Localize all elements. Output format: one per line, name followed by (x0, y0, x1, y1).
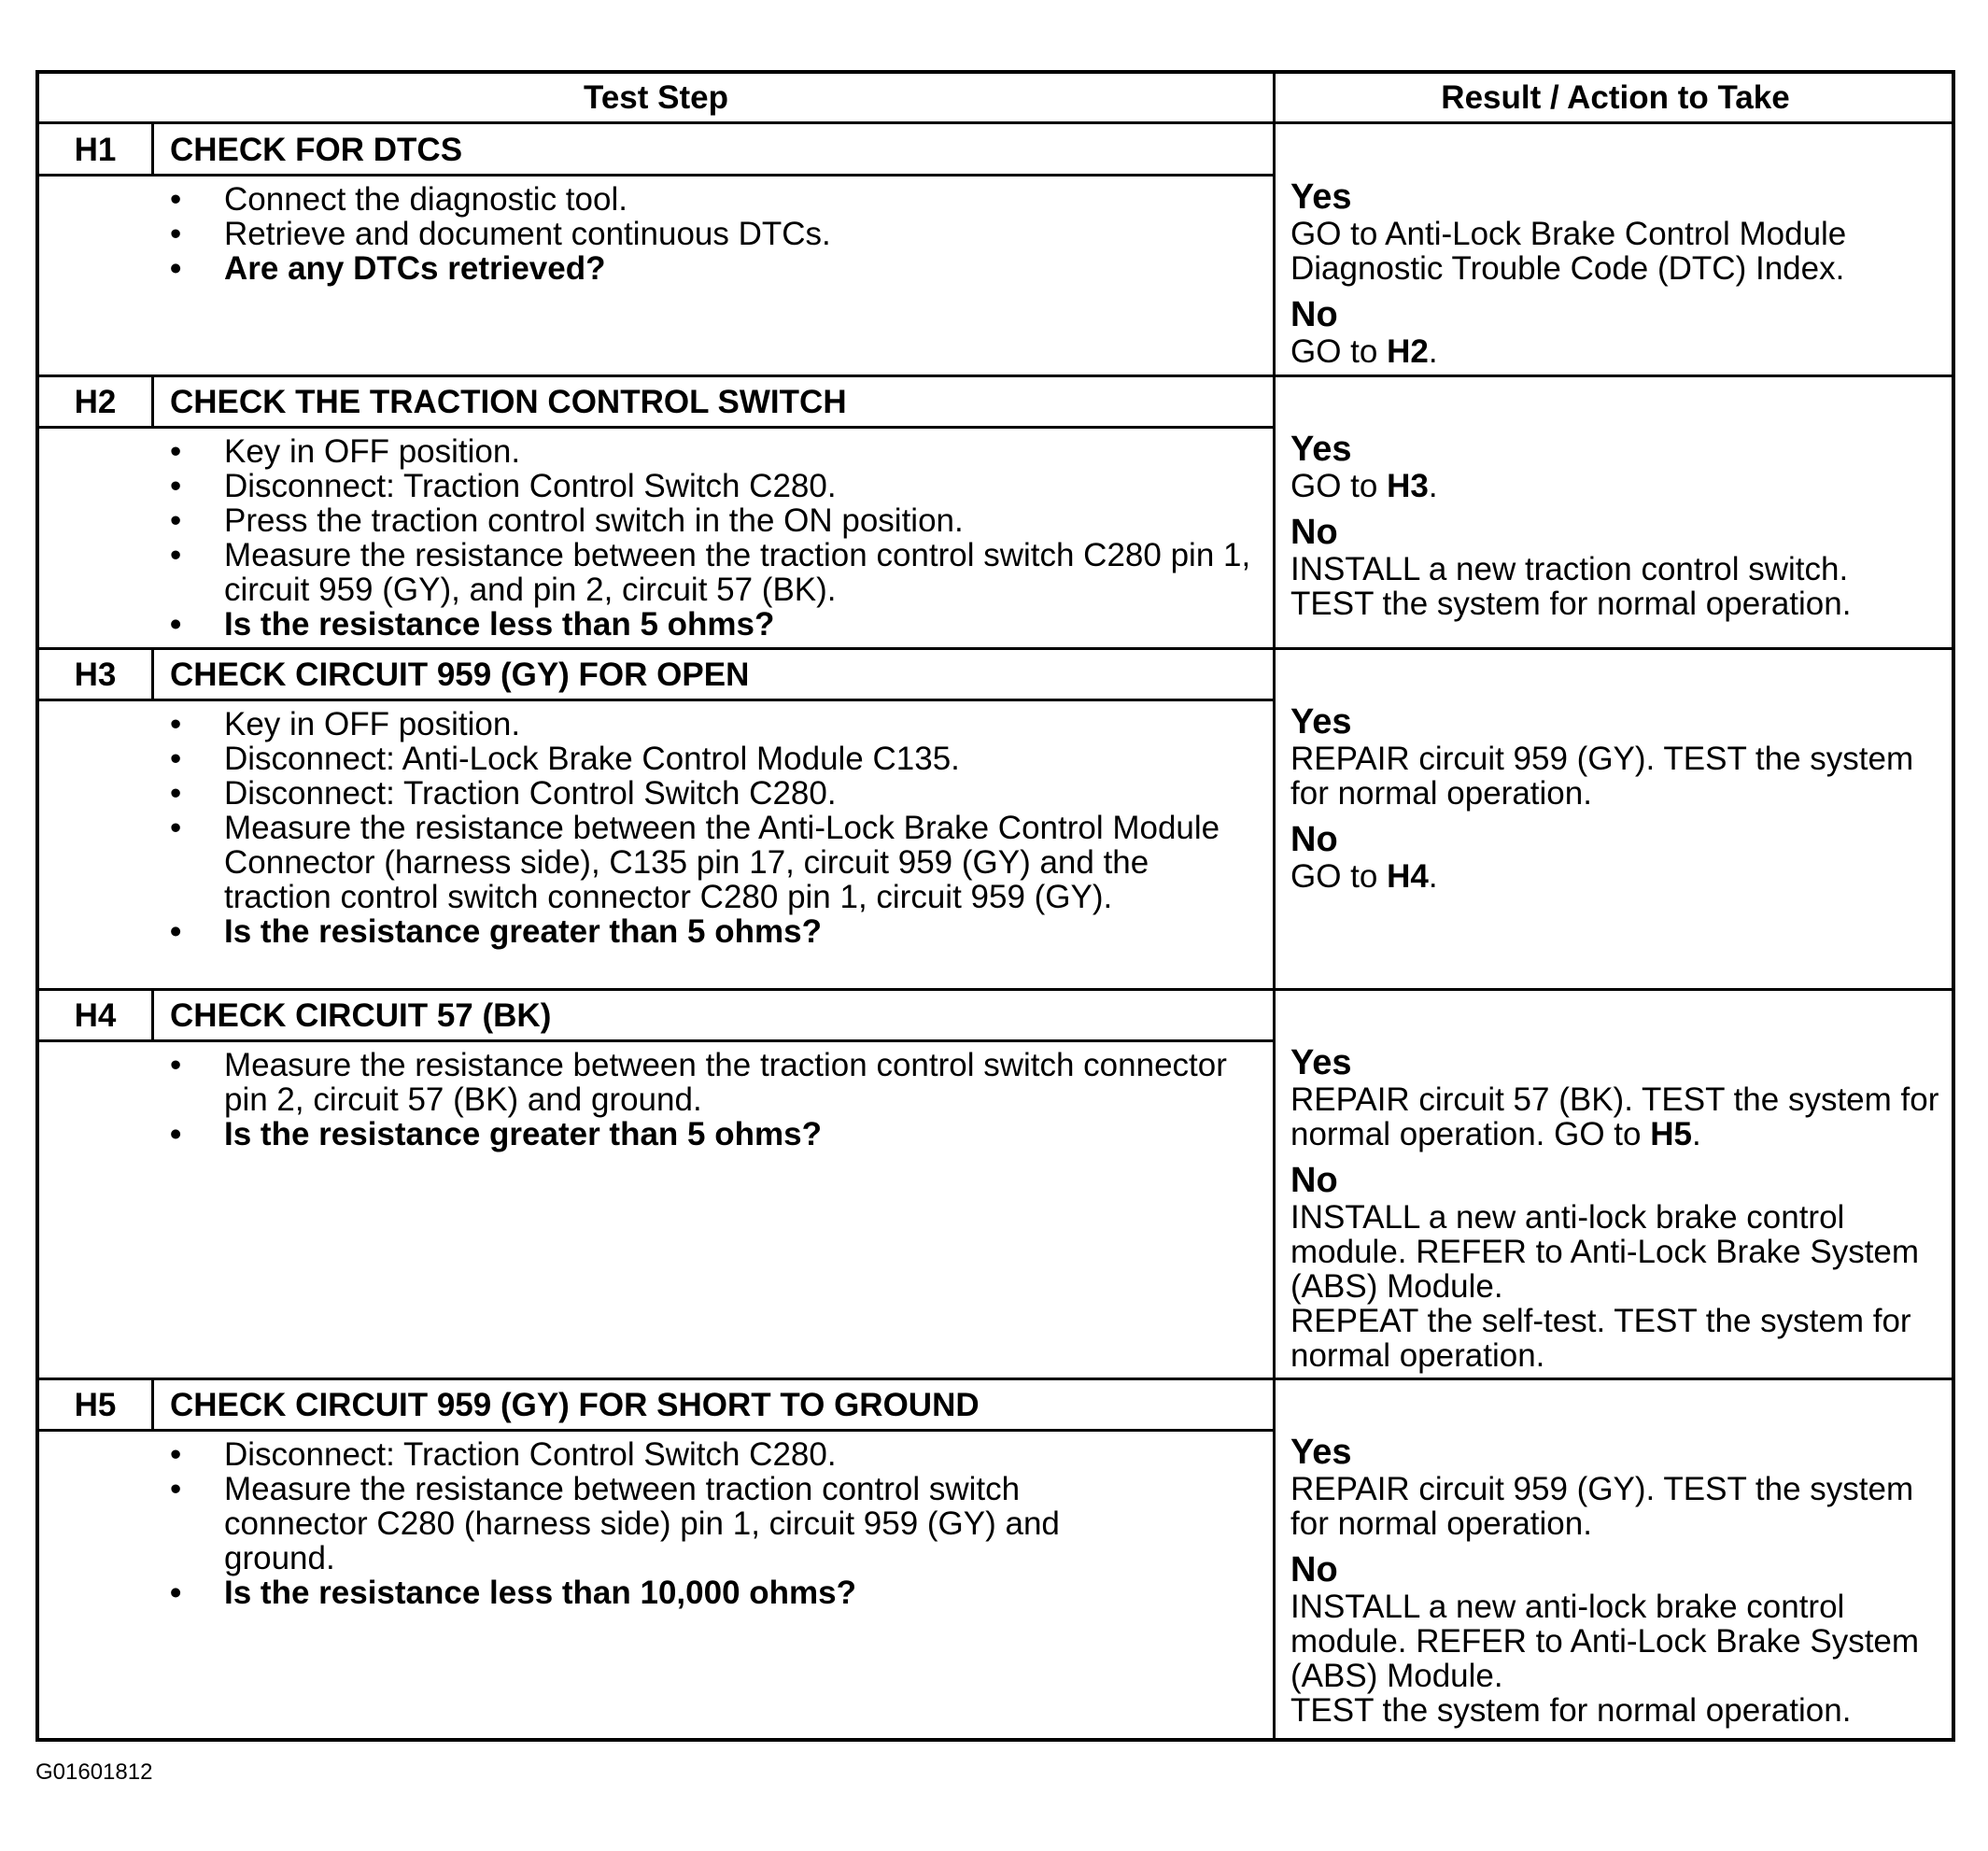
title-divider (39, 174, 1273, 177)
yes-action: GO to Anti-Lock Brake Control Module Diagnostic Trouble Code (DTC) Index. (1290, 216, 1847, 287)
instruction-item: • Key in OFF position. (170, 434, 1253, 469)
instruction-item: • Retrieve and document continuous DTCs. (170, 217, 1253, 251)
no-action: INSTALL a new anti-lock brake control module. REFER to Anti-Lock Brake System (ABS) Module. (1290, 1589, 1920, 1694)
step-instructions (170, 1048, 1253, 1152)
step-reference: H4 (1387, 858, 1429, 895)
step-question: • Are any DTCs retrieved? (170, 251, 1253, 286)
no-action: REPEAT the self-test. TEST the system for normal operation. (1290, 1303, 1911, 1374)
step-title: CHECK CIRCUIT 959 (GY) FOR SHORT TO GROUND (170, 1387, 980, 1423)
yes-label: Yes (1290, 1043, 1352, 1082)
instruction-item: • Measure the resistance between traction control switch connector C280 (harness side) pin 1, circuit 959 (GY) and ground. (170, 1472, 1160, 1575)
yes-action: GO to H3. (1290, 468, 1438, 504)
step-id: H4 (74, 997, 117, 1034)
step-reference: H3 (1387, 468, 1429, 504)
step-result (1290, 1433, 1944, 1728)
id-divider (151, 650, 154, 699)
step-title: CHECK CIRCUIT 57 (BK) (170, 997, 552, 1034)
step-title: CHECK FOR DTCS (170, 132, 463, 168)
step-reference: H2 (1387, 333, 1429, 370)
step-title: CHECK THE TRACTION CONTROL SWITCH (170, 384, 847, 420)
yes-label: Yes (1290, 430, 1352, 469)
no-action: TEST the system for normal operation. (1290, 586, 1852, 622)
instruction-item: • Disconnect: Traction Control Switch C280. (170, 776, 1253, 811)
no-label: No (1290, 295, 1338, 334)
yes-label: Yes (1290, 702, 1352, 742)
id-divider (151, 991, 154, 1039)
step-question: • Is the resistance greater than 5 ohms? (170, 914, 1253, 949)
instruction-item: • Key in OFF position. (170, 707, 1253, 742)
no-action: GO to H4. (1290, 858, 1438, 895)
id-divider (151, 1380, 154, 1429)
no-action: INSTALL a new traction control switch. (1290, 551, 1849, 587)
no-label: No (1290, 1550, 1338, 1590)
no-action: INSTALL a new anti-lock brake control module. REFER to Anti-Lock Brake System (ABS) Module. (1290, 1199, 1920, 1305)
id-divider (151, 377, 154, 426)
instruction-item: • Connect the diagnostic tool. (170, 182, 1253, 217)
row-divider (39, 374, 1955, 377)
yes-action: REPAIR circuit 57 (BK). TEST the system for normal operation. GO to H5. (1290, 1081, 1939, 1152)
id-divider (151, 124, 154, 174)
diagnostic-table (35, 70, 1955, 1742)
step-question: • Is the resistance less than 5 ohms? (170, 607, 1253, 642)
header-result-action: Result / Action to Take (1276, 74, 1955, 124)
instruction-item: • Disconnect: Traction Control Switch C280. (170, 1437, 1160, 1472)
step-question: • Is the resistance less than 10,000 ohms? (170, 1575, 1160, 1610)
header-test-step: Test Step (39, 74, 1273, 124)
no-action: TEST the system for normal operation. (1290, 1692, 1852, 1729)
step-result (1290, 430, 1944, 621)
title-divider (39, 699, 1273, 701)
row-divider (39, 647, 1955, 650)
step-reference: H5 (1650, 1116, 1692, 1152)
title-divider (39, 1039, 1273, 1042)
step-result (1290, 702, 1944, 894)
instruction-item: • Disconnect: Traction Control Switch C280. (170, 469, 1253, 503)
title-divider (39, 1429, 1273, 1432)
instruction-item: • Measure the resistance between the Anti-Lock Brake Control Module Connector (harness side), C135 pin 17, circuit 959 (GY) and the traction control switch connector C280 pin 1, circuit 959 (GY). (170, 811, 1253, 914)
yes-label: Yes (1290, 1433, 1352, 1472)
column-divider (1273, 74, 1276, 1738)
row-divider (39, 988, 1955, 991)
step-instructions (170, 1437, 1160, 1610)
step-result (1290, 1043, 1944, 1373)
step-instructions (170, 182, 1253, 286)
title-divider (39, 426, 1273, 429)
step-result (1290, 177, 1944, 369)
step-id: H3 (74, 657, 117, 693)
instruction-item: • Disconnect: Anti-Lock Brake Control Module C135. (170, 742, 1253, 776)
step-question: • Is the resistance greater than 5 ohms? (170, 1117, 1253, 1152)
yes-label: Yes (1290, 177, 1352, 217)
yes-action: REPAIR circuit 959 (GY). TEST the system for normal operation. (1290, 1471, 1914, 1542)
instruction-item: • Measure the resistance between the traction control switch C280 pin 1, circuit 959 (GY), and pin 2, circuit 57 (BK). (170, 538, 1253, 607)
no-label: No (1290, 820, 1338, 859)
yes-action: REPAIR circuit 959 (GY). TEST the system for normal operation. (1290, 741, 1914, 812)
step-id: H1 (74, 132, 117, 168)
row-divider (39, 1378, 1955, 1380)
no-label: No (1290, 513, 1338, 552)
step-instructions (170, 434, 1253, 642)
step-id: H5 (74, 1387, 117, 1423)
instruction-item: • Press the traction control switch in the ON position. (170, 503, 1253, 538)
figure-id: G01601812 (35, 1759, 153, 1785)
step-title: CHECK CIRCUIT 959 (GY) FOR OPEN (170, 657, 750, 693)
step-id: H2 (74, 384, 117, 420)
instruction-item: • Measure the resistance between the traction control switch connector pin 2, circuit 57 (BK) and ground. (170, 1048, 1253, 1117)
no-action: GO to H2. (1290, 333, 1438, 370)
step-instructions (170, 707, 1253, 949)
no-label: No (1290, 1161, 1338, 1200)
